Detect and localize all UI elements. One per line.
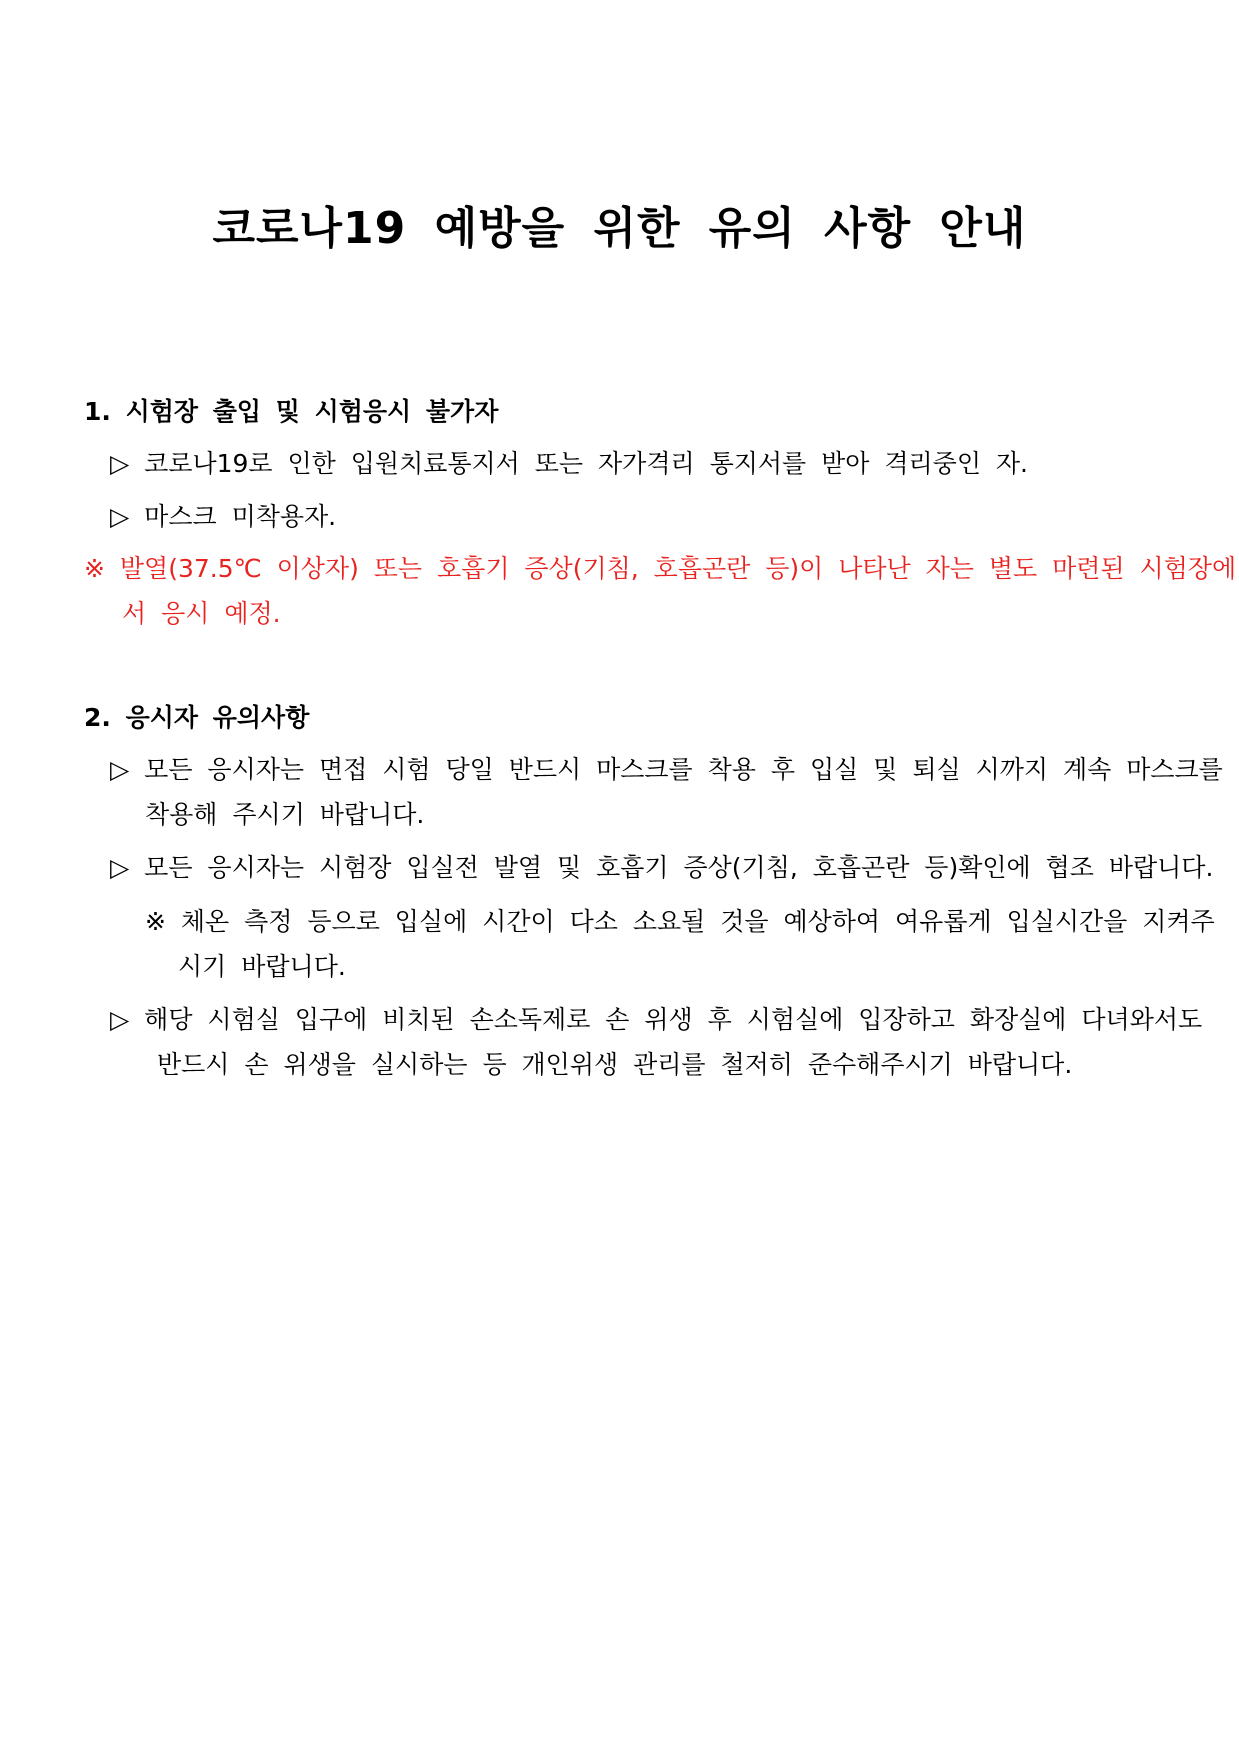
page-title: 코로나19 예방을 위한 유의 사항 안내 xyxy=(212,203,1027,254)
section1-note-line1: ※ 발열(37.5℃ 이상자) 또는 호흡기 증상(기침, 호흡곤란 등)이 나타난 자는 별도 마련된 시험장에 xyxy=(84,554,1237,583)
section2-item1-line2: 착용해 주시기 바랍니다. xyxy=(145,800,425,829)
section2-item3-line2: 반드시 손 위생을 실시하는 등 개인위생 관리를 철저히 준수해주시기 바랍니다. xyxy=(157,1050,1073,1079)
section2-heading: 2. 응시자 유의사항 xyxy=(84,703,310,732)
section1-item-1: ▷ 코로나19로 인한 입원치료통지서 또는 자가격리 통지서를 받아 격리중인 자. xyxy=(110,449,1029,478)
section2-item2-note-line1: ※ 체온 측정 등으로 입실에 시간이 다소 소요될 것을 예상하여 여유롭게 입실시간을 지켜주 xyxy=(145,907,1215,936)
section2-item3-line1: ▷ 해당 시험실 입구에 비치된 손소독제로 손 위생 후 시험실에 입장하고 화장실에 다녀와서도 xyxy=(110,1005,1203,1034)
section1-note-line2: 서 응시 예정. xyxy=(122,599,281,628)
section2-item2: ▷ 모든 응시자는 시험장 입실전 발열 및 호흡기 증상(기침, 호흡곤란 등)확인에 협조 바랍니다. xyxy=(110,853,1214,882)
section1-item-2: ▷ 마스크 미착용자. xyxy=(110,502,337,531)
section2-item2-note-line2: 시기 바랍니다. xyxy=(178,952,346,981)
section1-heading: 1. 시험장 출입 및 시험응시 불가자 xyxy=(84,397,499,426)
section2-item1-line1: ▷ 모든 응시자는 면접 시험 당일 반드시 마스크를 착용 후 입실 및 퇴실 시까지 계속 마스크를 xyxy=(110,755,1223,784)
